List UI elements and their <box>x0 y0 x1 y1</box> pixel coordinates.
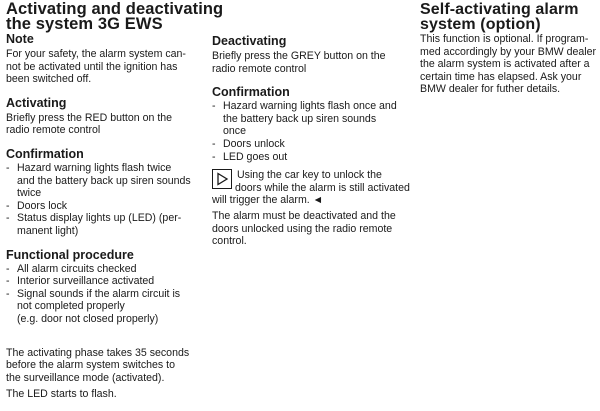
key-line: Using the car key to unlock the <box>237 169 382 182</box>
dash: - <box>6 161 10 174</box>
key-line: doors while the alarm is still activated <box>235 181 410 194</box>
must-deactivate-text <box>212 210 412 248</box>
dash: - <box>6 212 10 225</box>
column-middle <box>212 0 412 248</box>
self-activating-title <box>420 2 600 32</box>
list-item <box>6 200 212 213</box>
item-line: Interior surveillance activated <box>17 275 155 288</box>
key-line: will trigger the alarm. ◄ <box>212 194 324 207</box>
dash: - <box>6 287 10 300</box>
confirmation-list <box>212 100 412 163</box>
phase-line: the surveillance mode (activated). <box>6 371 165 384</box>
must-line: The alarm must be deactivated and the <box>212 209 396 222</box>
led-text: The LED starts to flash. <box>6 388 117 401</box>
play-triangle-icon <box>212 169 232 189</box>
phase-line: The activating phase takes 35 seconds <box>6 346 190 359</box>
dash: - <box>6 262 10 275</box>
title-line-2: system (option) <box>420 16 541 33</box>
list-item <box>6 212 212 237</box>
item-line: Hazard warning lights flash once and <box>223 100 397 113</box>
activating-line: Briefly press the RED button on the <box>6 111 173 124</box>
title-line-2: the system 3G EWS <box>6 15 163 33</box>
item-line: twice <box>17 187 42 200</box>
item-line: (e.g. door not closed properly) <box>17 312 159 325</box>
list-item <box>6 162 212 200</box>
column-left <box>6 0 224 401</box>
dash: - <box>6 199 10 212</box>
dash: - <box>212 100 216 113</box>
must-line: doors unlocked using the radio remote <box>212 222 393 235</box>
body-line: This function is optional. If program- <box>420 33 589 45</box>
play-triangle-shape <box>213 170 231 188</box>
item-line: once <box>223 125 246 138</box>
list-item <box>212 100 412 138</box>
note-heading: Note <box>6 32 34 46</box>
list-item <box>212 138 412 151</box>
body-line: med accordingly by your BMW dealer <box>420 45 597 58</box>
section-title <box>6 0 224 33</box>
body-line: BMW dealer for futher details. <box>420 83 561 96</box>
functional-list <box>6 263 212 326</box>
body-line: the alarm system is activated after a <box>420 58 590 71</box>
dash: - <box>6 275 10 288</box>
note-line: For your safety, the alarm system can- <box>6 48 186 60</box>
functional-heading: Functional procedure <box>6 247 134 262</box>
note-text <box>6 48 212 86</box>
item-line: All alarm circuits checked <box>17 262 137 275</box>
note-line: been switched off. <box>6 73 92 86</box>
note-line: not be activated until the ignition has <box>6 60 178 73</box>
key-warning <box>212 169 412 207</box>
list-item <box>6 288 212 326</box>
list-item <box>212 151 412 164</box>
item-line: Doors lock <box>17 199 68 212</box>
confirmation-heading: Confirmation <box>212 85 290 100</box>
item-line: LED goes out <box>223 150 288 163</box>
item-line: the battery back up siren sounds <box>223 112 377 125</box>
activating-phase-text <box>6 347 212 385</box>
activating-line: radio remote control <box>6 124 101 137</box>
deactivating-line: radio remote control <box>212 62 307 75</box>
item-line: and the battery back up siren sounds <box>17 174 191 187</box>
item-line: manent light) <box>17 224 79 237</box>
activating-text <box>6 112 212 137</box>
key-warning-text <box>212 169 412 207</box>
must-line: control. <box>212 235 247 248</box>
item-line: not completed properly <box>17 300 125 313</box>
deactivating-heading: Deactivating <box>212 34 287 48</box>
activating-heading: Activating <box>6 95 67 110</box>
title-line-1: Self-activating alarm <box>420 1 579 18</box>
confirmation-list <box>6 162 212 238</box>
title-line-1: Activating and deactivating <box>6 0 224 18</box>
item-line: Signal sounds if the alarm circuit is <box>17 287 181 300</box>
list-item <box>6 275 212 288</box>
deactivating-text <box>212 50 412 75</box>
item-line: Hazard warning lights flash twice <box>17 161 172 174</box>
list-item <box>6 263 212 276</box>
self-activating-text <box>420 33 600 96</box>
item-line: Doors unlock <box>223 137 285 150</box>
item-line: Status display lights up (LED) (per- <box>17 212 182 225</box>
column-right <box>420 0 600 96</box>
body-line: certain time has elapsed. Ask your <box>420 70 582 83</box>
deactivating-line: Briefly press the GREY button on the <box>212 50 386 62</box>
confirmation-heading: Confirmation <box>6 146 84 161</box>
phase-line: before the alarm system switches to <box>6 359 175 372</box>
dash: - <box>212 137 216 150</box>
dash: - <box>212 150 216 163</box>
